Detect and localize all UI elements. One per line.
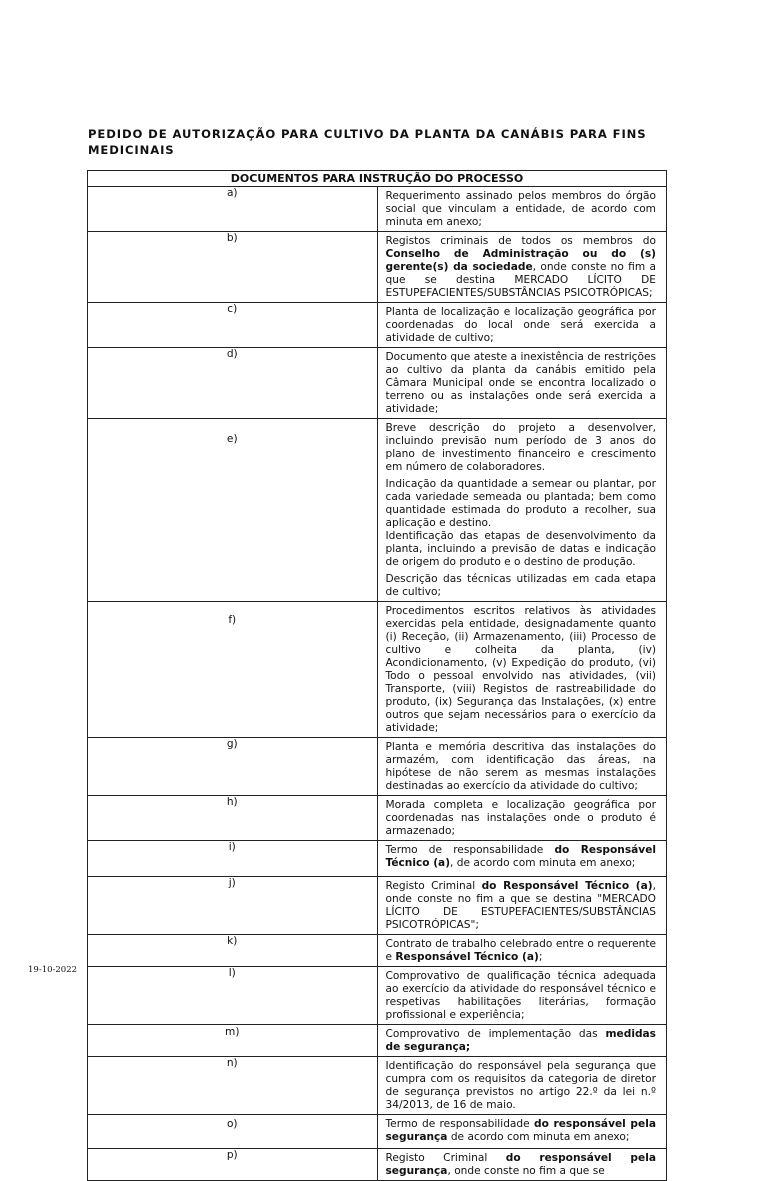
row-letter: a) [88, 187, 378, 232]
row-description: Registo Criminal do Responsável Técnico (a), onde conste no fim a que se destina "MERCADO LÍCITO DE ESTUPEFACIENTES/SUBSTÂNCIAS PSICOTRÓPICAS"; [377, 877, 667, 935]
table-row [88, 602, 667, 738]
document-title: PEDIDO DE AUTORIZAÇÃO PARA CULTIVO DA PLANTA DA CANÁBIS PARA FINS MEDICINAIS [88, 127, 647, 157]
row-letter: d) [88, 348, 378, 419]
table-row [88, 1057, 667, 1115]
row-description: Termo de responsabilidade do Responsável Técnico (a), de acordo com minuta em anexo; [377, 841, 667, 877]
row-letter: j) [88, 877, 378, 935]
table-row [88, 877, 667, 935]
row-description: Morada completa e localização geográfica por coordenadas nas instalações onde o produto é armazenado; [377, 796, 667, 841]
documents-table [87, 170, 667, 1181]
table-row [88, 303, 667, 348]
row-letter: h) [88, 796, 378, 841]
row-description: Breve descrição do projeto a desenvolver, incluindo previsão num período de 3 anos do plano de investimento financeiro e crescimento em número de colaboradores. Indicação da quantidade a semear ou plantar, por cada variedade semeada ou plantada; bem como quantidade estimada do produto a recolher, sua aplicação e destino. Identificação das etapas de desenvolvimento da planta, incluindo a previsão de datas e indicação de origem do produto e o destino de produção. Descrição das técnicas utilizadas em cada etapa de cultivo; [377, 419, 667, 602]
table-row [88, 1149, 667, 1181]
row-letter: l) [88, 967, 378, 1025]
row-letter: k) [88, 935, 378, 967]
table-row [88, 1025, 667, 1057]
row-description: Procedimentos escritos relativos às atividades exercidas pela entidade, designadamente quanto (i) Receção, (ii) Armazenamento, (iii) Processo de cultivo e colheita da planta, (iv) Acondicionamento, (v) Expedição do produto, (vi) Todo o pessoal envolvido nas atividades, (vii) Transporte, (viii) Registos de rastreabilidade do produto, (ix) Segurança das Instalações, (x) entre outros que sejam necessários para o exercício da atividade; [377, 602, 667, 738]
table-row [88, 419, 667, 602]
row-letter: e) [88, 419, 378, 602]
table-row [88, 935, 667, 967]
row-letter: o) [88, 1115, 378, 1149]
row-description: Identificação do responsável pela segurança que cumpra com os requisitos da categoria de diretor de segurança previstos no artigo 22.º da lei n.º 34/2013, de 16 de maio. [377, 1057, 667, 1115]
row-description: Contrato de trabalho celebrado entre o requerente e Responsável Técnico (a); [377, 935, 667, 967]
table-row [88, 967, 667, 1025]
table-row [88, 187, 667, 232]
row-description: Termo de responsabilidade do responsável pela segurança de acordo com minuta em anexo; [377, 1115, 667, 1149]
table-row [88, 1115, 667, 1149]
row-letter: p) [88, 1149, 378, 1181]
row-letter: i) [88, 841, 378, 877]
footer-date: 19-10-2022 [28, 965, 78, 975]
row-letter: c) [88, 303, 378, 348]
row-description: Documento que ateste a inexistência de restrições ao cultivo da planta da canábis emitido pela Câmara Municipal onde se encontra localizado o terreno ou as instalações onde será exercida a atividade; [377, 348, 667, 419]
table-row [88, 348, 667, 419]
table-header: DOCUMENTOS PARA INSTRUÇÃO DO PROCESSO [88, 171, 667, 187]
table-row [88, 841, 667, 877]
row-letter: b) [88, 232, 378, 303]
row-description: Comprovativo de implementação das medidas de segurança; [377, 1025, 667, 1057]
row-letter: n) [88, 1057, 378, 1115]
row-description: Requerimento assinado pelos membros do órgão social que vinculam a entidade, de acordo com minuta em anexo; [377, 187, 667, 232]
table-row [88, 738, 667, 796]
row-letter: g) [88, 738, 378, 796]
table-header-row [88, 171, 667, 187]
row-description: Registo Criminal do responsável pela segurança, onde conste no fim a que se [377, 1149, 667, 1181]
row-description: Comprovativo de qualificação técnica adequada ao exercício da atividade do responsável técnico e respetivas habilitações literárias, formação profissional e experiência; [377, 967, 667, 1025]
row-description: Planta de localização e localização geográfica por coordenadas do local onde será exercida a atividade de cultivo; [377, 303, 667, 348]
table-row [88, 232, 667, 303]
row-letter: f) [88, 602, 378, 738]
row-description: Planta e memória descritiva das instalações do armazém, com identificação das áreas, na hipótese de não serem as mesmas instalações destinadas ao exercício da atividade do cultivo; [377, 738, 667, 796]
table-row [88, 796, 667, 841]
row-letter: m) [88, 1025, 378, 1057]
row-description: Registos criminais de todos os membros do Conselho de Administração ou do (s) gerente(s) da sociedade, onde conste no fim a que se destina MERCADO LÍCITO DE ESTUPEFACIENTES/SUBSTÂNCIAS PSICOTRÓPICAS; [377, 232, 667, 303]
